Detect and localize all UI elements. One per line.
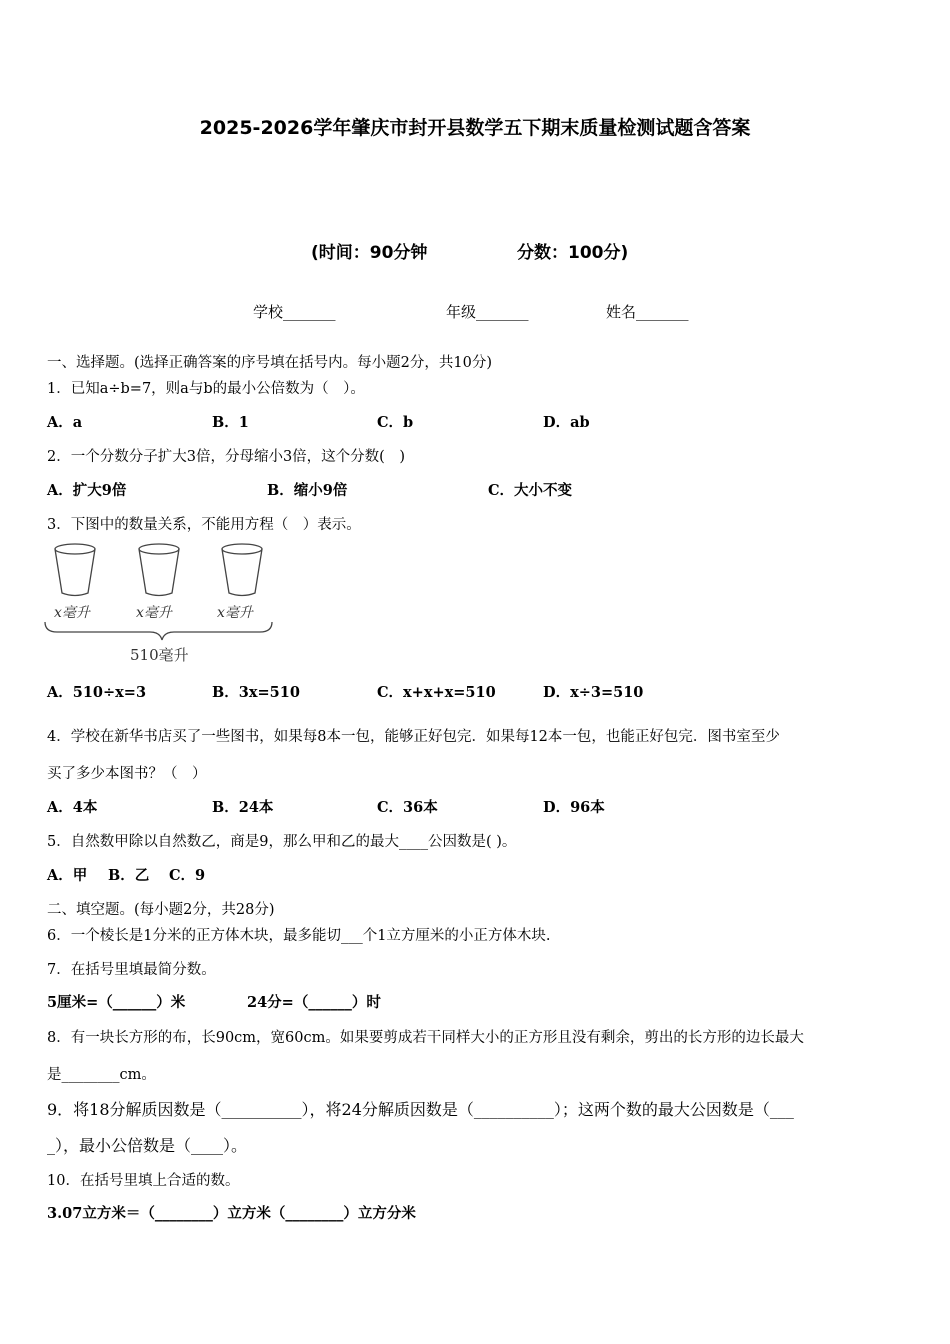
exam-time: (时间：90分钟 [311,243,428,263]
section-1-heading: 一、选择题。(选择正确答案的序号填在括号内。每小题2分，共10分) [47,355,492,371]
question-1: 1．已知a÷b=7，则a与b的最小公倍数为（ ）。 [47,381,365,397]
q3-option-a: A．510÷x=3 [47,684,147,701]
cup-2-icon [139,544,179,596]
question-9-line-2: _），最小公倍数是（____）。 [47,1136,248,1155]
q2-option-b: B．缩小9倍 [267,482,348,499]
q10-part-a: 3.07立方米＝（________）立方米（________）立方分米 [47,1205,416,1222]
q2-option-c: C．大小不变 [488,482,573,499]
question-7: 7．在括号里填最简分数。 [47,962,216,978]
question-4-line-1: 4．学校在新华书店买了一些图书，如果每8本一包，能够正好包完．如果每12本一包，也能正好包完．图书室至少 [47,729,780,745]
q3-option-b: B．3x=510 [212,684,300,701]
question-4-line-2: 买了多少本图书？（ ） [47,766,207,782]
q1-option-c: C．b [377,414,414,431]
cup-1-label: x毫升 [54,605,90,621]
question-3: 3．下图中的数量关系，不能用方程（ ）表示。 [47,517,361,533]
question-5: 5．自然数甲除以自然数乙，商是9，那么甲和乙的最大____公因数是( )。 [47,834,517,850]
question-8-line-2: 是________cm。 [47,1067,156,1083]
question-10: 10．在括号里填上合适的数。 [47,1173,240,1189]
q1-option-d: D．ab [543,414,590,431]
q7-part-a: 5厘米=（______）米 [47,994,186,1011]
cup-2-label: x毫升 [136,605,172,621]
cup-1-icon [55,544,95,596]
cup-3-label: x毫升 [217,605,253,621]
question-6: 6．一个棱长是1分米的正方体木块，最多能切___个1立方厘米的小正方体木块. [47,928,551,944]
q3-option-d: D．x÷3=510 [543,684,644,701]
cup-3-icon [222,544,262,596]
q1-option-b: B．1 [212,414,249,431]
name-field: 姓名_______ [606,303,689,321]
question-8-line-1: 8．有一块长方形的布，长90cm，宽60cm。如果要剪成若干同样大小的正方形且没有剩余，剪出的长方形的边长最大 [47,1030,804,1046]
q5-option-a: A．甲 [47,867,88,884]
q1-option-a: A．a [47,414,83,431]
q2-option-a: A．扩大9倍 [47,482,127,499]
question-2: 2．一个分数分子扩大3倍，分母缩小3倍，这个分数( ) [47,449,405,465]
question-9-line-1: 9．将18分解质因数是（__________），将24分解质因数是（__________）；这两个数的最大公因数是（___ [47,1100,794,1119]
q5-option-c: C．9 [169,867,206,884]
q7-part-b: 24分=（______）时 [247,994,381,1011]
school-field: 学校_______ [253,303,336,321]
section-2-heading: 二、填空题。(每小题2分，共28分) [47,902,275,918]
cups-diagram [42,540,282,670]
total-label: 510毫升 [130,646,189,664]
q4-option-d: D．96本 [543,799,605,816]
q4-option-b: B．24本 [212,799,274,816]
brace-icon [45,622,272,640]
q4-option-a: A．4本 [47,799,98,816]
q5-option-b: B．乙 [108,867,150,884]
exam-score: 分数：100分) [517,243,629,263]
q3-option-c: C．x+x+x=510 [377,684,496,701]
page-title: 2025-2026学年肇庆市封开县数学五下期末质量检测试题含答案 [199,117,751,139]
q4-option-c: C．36本 [377,799,438,816]
cups-figure [42,540,282,670]
grade-field: 年级_______ [446,303,529,321]
